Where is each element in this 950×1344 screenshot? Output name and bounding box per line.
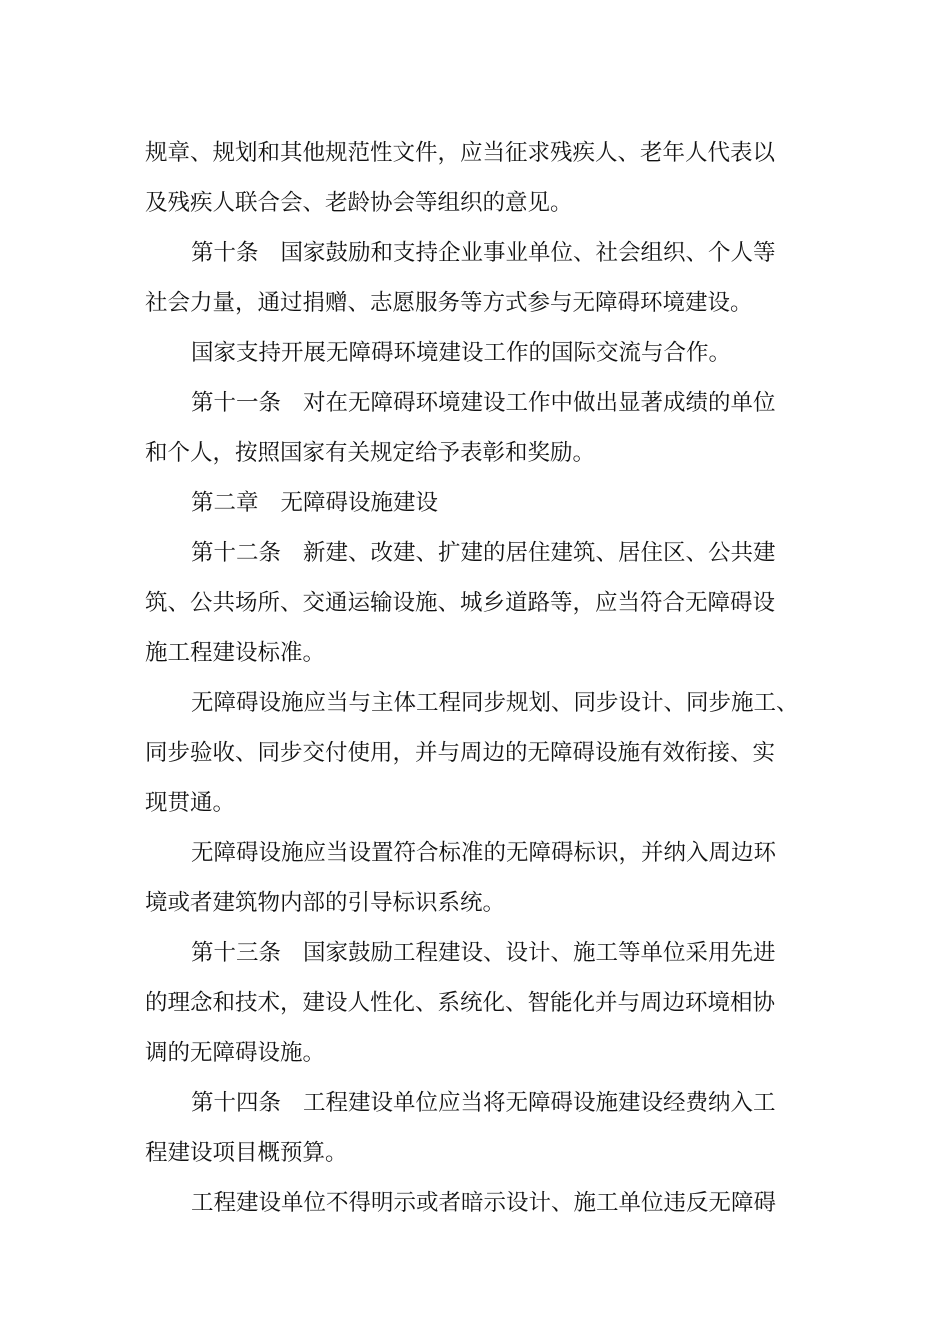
paragraph-line <box>145 428 810 478</box>
paragraph-line <box>145 728 810 778</box>
article-13-line <box>145 928 810 978</box>
paragraph-line <box>145 128 810 178</box>
text-segment: 新建、改建、扩建的居住建筑、居住区、公共建 <box>303 540 776 566</box>
text-segment: 工程建设单位不得明示或者暗示设计、施工单位违反无障碍 <box>191 1190 777 1216</box>
text-segment: 调的无障碍设施。 <box>145 1040 326 1066</box>
chapter-number: 第二章 <box>191 490 259 516</box>
paragraph-line <box>145 328 810 378</box>
paragraph-line <box>145 628 810 678</box>
paragraph-line <box>145 878 810 928</box>
article-number: 第十三条 <box>191 940 282 966</box>
paragraph-line <box>145 778 810 828</box>
text-segment: 社会力量，通过捐赠、志愿服务等方式参与无障碍环境建设。 <box>145 290 753 316</box>
text-segment: 规章、规划和其他规范性文件，应当征求残疾人、老年人代表以 <box>145 140 776 166</box>
article-12-line <box>145 528 810 578</box>
paragraph-line <box>145 1178 810 1228</box>
paragraph-line <box>145 678 810 728</box>
article-number: 第十四条 <box>191 1090 282 1116</box>
paragraph-line <box>145 578 810 628</box>
text-segment: 工程建设单位应当将无障碍设施建设经费纳入工 <box>303 1090 776 1116</box>
paragraph-line <box>145 978 810 1028</box>
paragraph-line <box>145 278 810 328</box>
paragraph-line <box>145 1128 810 1178</box>
text-segment: 同步验收、同步交付使用，并与周边的无障碍设施有效衔接、实 <box>145 740 776 766</box>
text-segment: 国家支持开展无障碍环境建设工作的国际交流与合作。 <box>191 340 732 366</box>
paragraph-line <box>145 1028 810 1078</box>
article-number: 第十一条 <box>191 390 282 416</box>
text-segment: 施工程建设标准。 <box>145 640 326 666</box>
paragraph-line <box>145 828 810 878</box>
text-segment: 和个人，按照国家有关规定给予表彰和奖励。 <box>145 440 596 466</box>
text-segment: 无障碍设施应当与主体工程同步规划、同步设计、同步施工、 <box>191 690 799 716</box>
text-segment: 的理念和技术，建设人性化、系统化、智能化并与周边环境相协 <box>145 990 776 1016</box>
article-10-line <box>145 228 810 278</box>
article-14-line <box>145 1078 810 1128</box>
text-segment: 及残疾人联合会、老龄协会等组织的意见。 <box>145 190 573 216</box>
article-11-line <box>145 378 810 428</box>
text-segment: 国家鼓励和支持企业事业单位、社会组织、个人等 <box>280 240 776 266</box>
text-segment: 程建设项目概预算。 <box>145 1140 348 1166</box>
text-segment: 对在无障碍环境建设工作中做出显著成绩的单位 <box>303 390 776 416</box>
text-segment: 国家鼓励工程建设、设计、施工等单位采用先进 <box>303 940 776 966</box>
document-body <box>145 128 810 1228</box>
article-number: 第十条 <box>191 240 259 266</box>
text-segment: 无障碍设施应当设置符合标准的无障碍标识，并纳入周边环 <box>191 840 777 866</box>
chapter-title: 无障碍设施建设 <box>280 490 439 516</box>
text-segment: 现贯通。 <box>145 790 236 816</box>
article-number: 第十二条 <box>191 540 282 566</box>
text-segment: 筑、公共场所、交通运输设施、城乡道路等，应当符合无障碍设 <box>145 590 776 616</box>
paragraph-line <box>145 178 810 228</box>
chapter-heading <box>145 478 810 528</box>
text-segment: 境或者建筑物内部的引导标识系统。 <box>145 890 506 916</box>
